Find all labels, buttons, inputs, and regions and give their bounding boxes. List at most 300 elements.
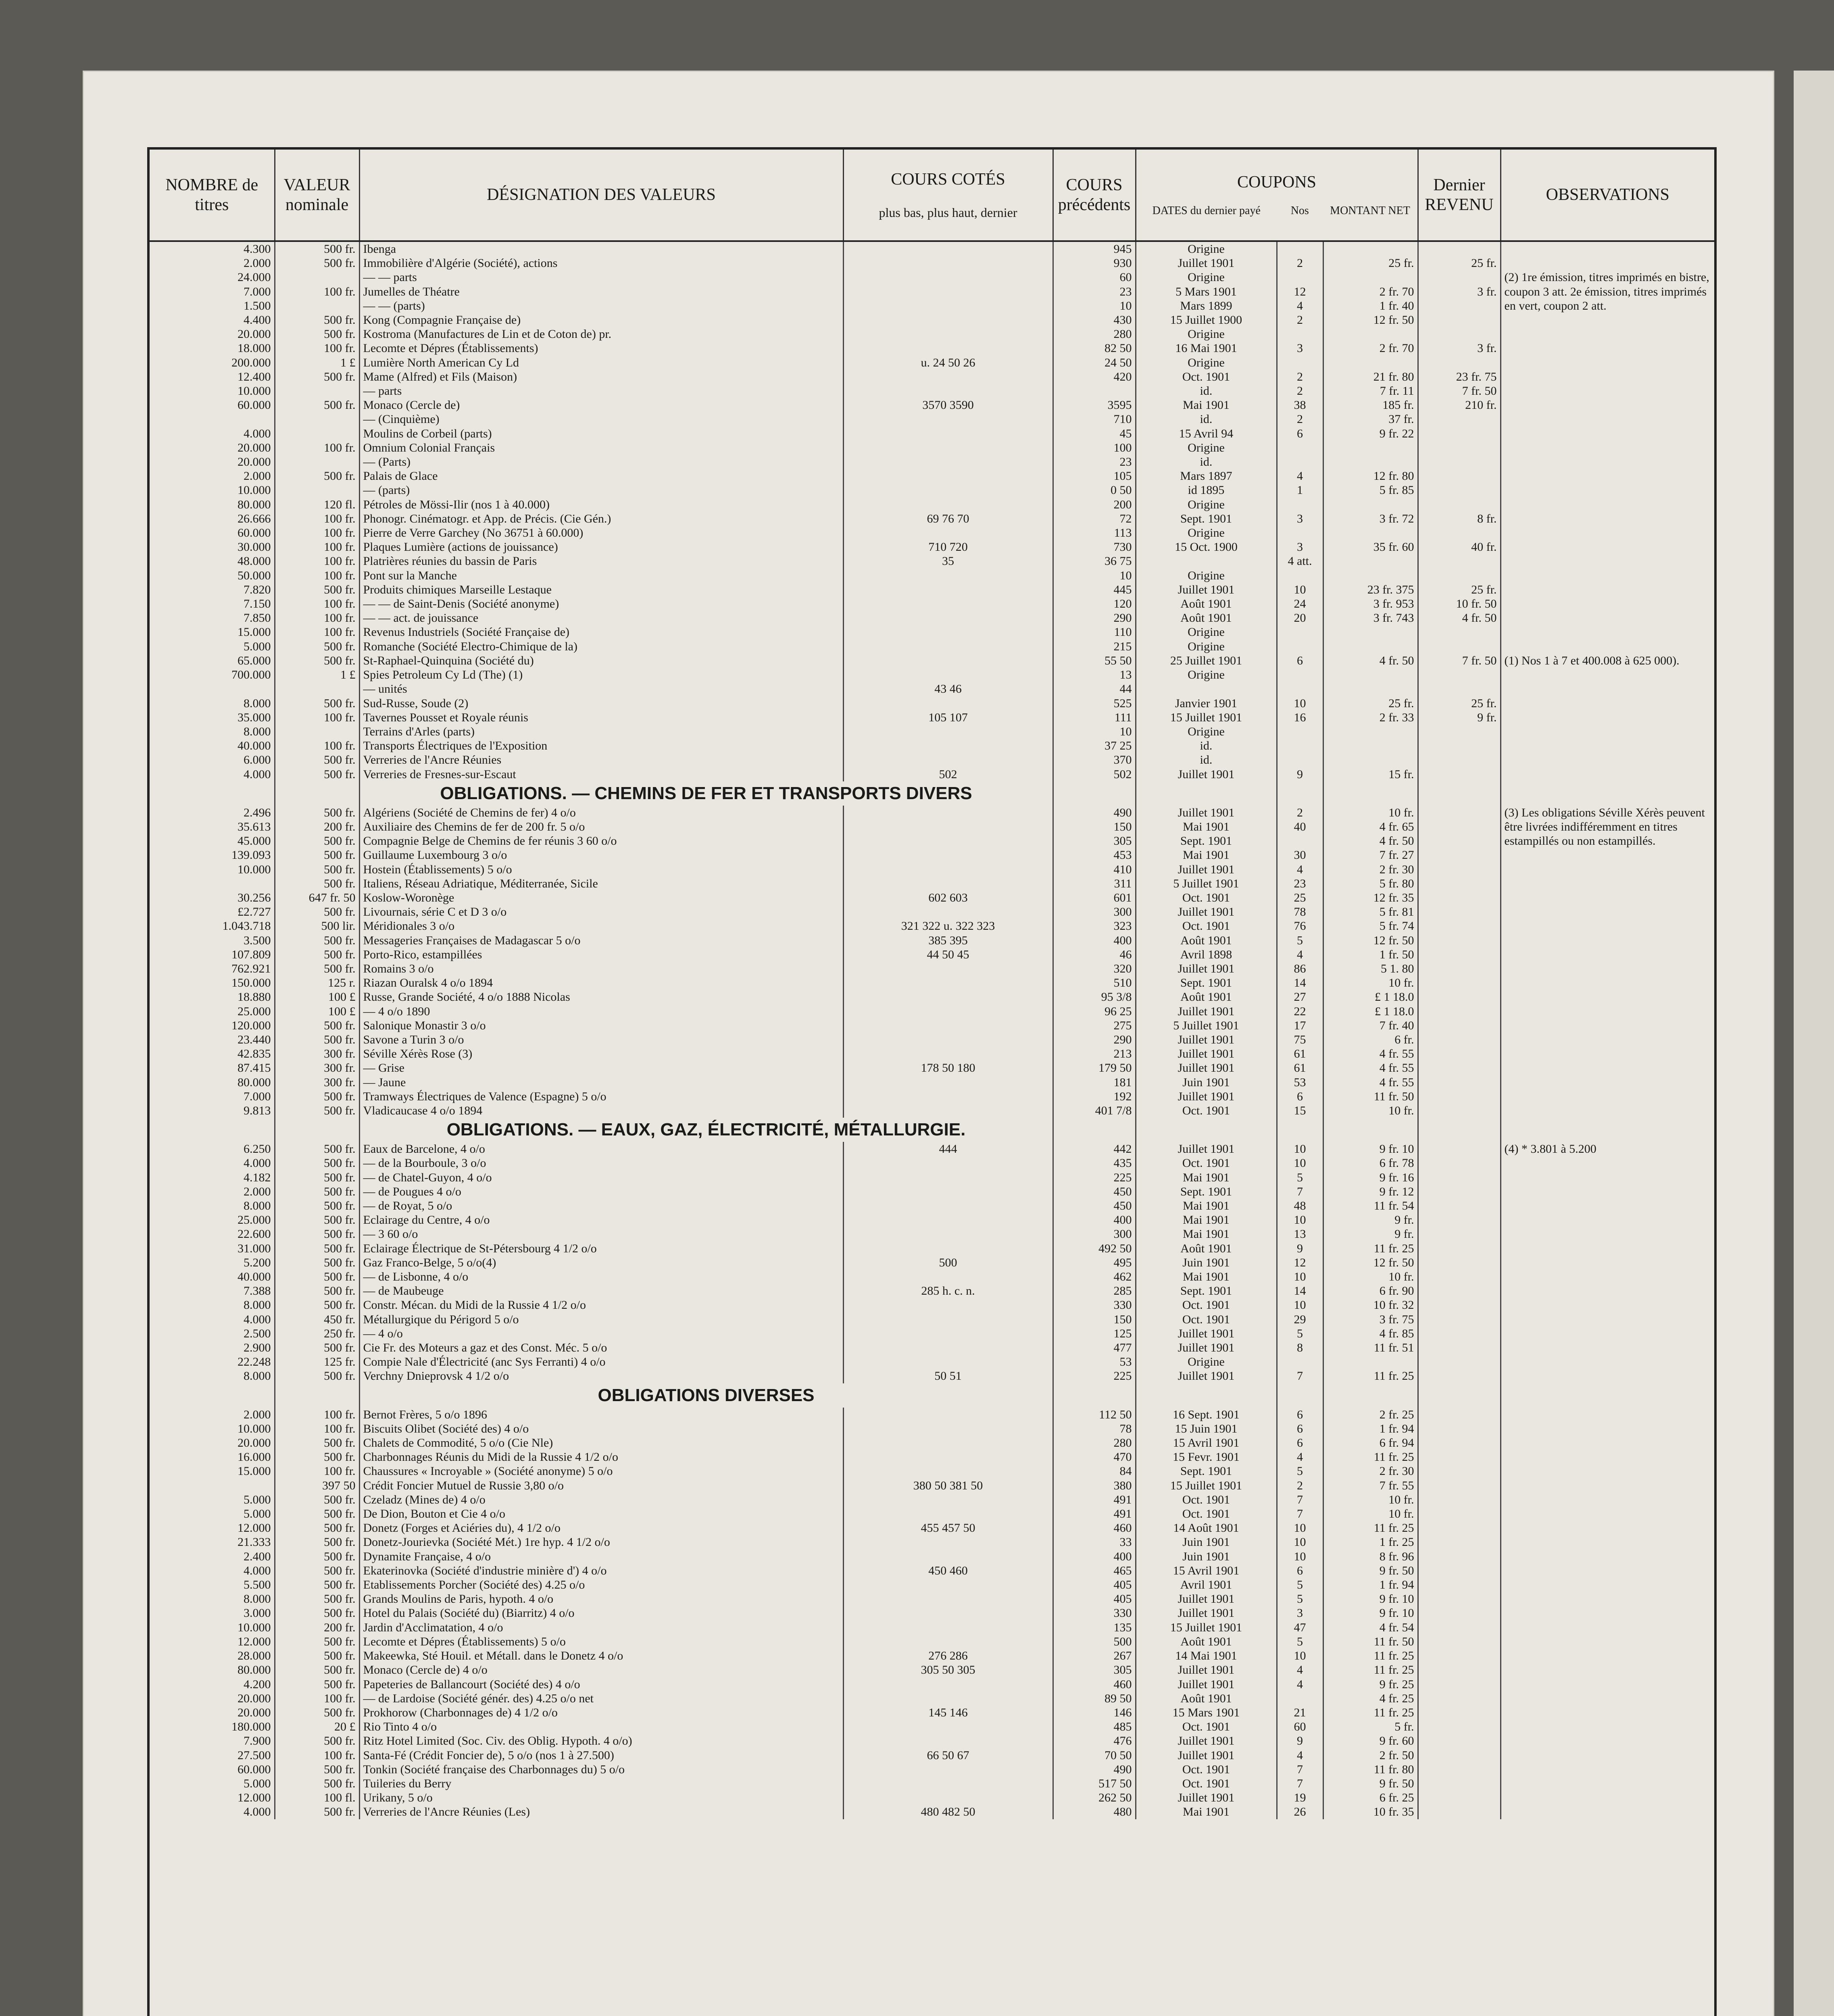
- table-row: [150, 313, 1714, 327]
- observation-cell: [1501, 962, 1714, 976]
- coupon-no: 6: [1277, 1089, 1323, 1104]
- designation: Ekaterinovka (Société d'industrie minière d') 4 o/o: [359, 1564, 843, 1578]
- observation-cell: [1501, 597, 1714, 611]
- observation-cell: [1501, 1284, 1714, 1298]
- designation: Riazan Ouralsk 4 o/o 1894: [359, 976, 843, 990]
- dernier-revenu: [1418, 1464, 1501, 1478]
- cours-precedents: 13: [1053, 668, 1136, 682]
- nombre: 80.000: [150, 498, 275, 512]
- dernier-revenu: [1418, 990, 1501, 1004]
- cours-precedents: 330: [1053, 1606, 1136, 1620]
- coupon-date: Juillet 1901: [1136, 1004, 1277, 1018]
- nombre: 22.600: [150, 1227, 275, 1241]
- table-row: [150, 1256, 1714, 1270]
- designation: Etablissements Porcher (Société des) 4.25 o/o: [359, 1578, 843, 1592]
- coupon-date: Juillet 1901: [1136, 256, 1277, 270]
- nombre: 10.000: [150, 862, 275, 877]
- coupon-montant: 10 fr. 32: [1323, 1298, 1418, 1312]
- dernier-revenu: 4 fr. 50: [1418, 611, 1501, 625]
- designation: Eclairage du Centre, 4 o/o: [359, 1213, 843, 1227]
- cours-precedents: 95 3/8: [1053, 990, 1136, 1004]
- observation-cell: [1501, 1479, 1714, 1493]
- cours-precedents: 305: [1053, 1663, 1136, 1677]
- cours-precedents: 380: [1053, 1479, 1136, 1493]
- valeur: 500 fr.: [275, 639, 359, 654]
- designation: Auxiliaire des Chemins de fer de 200 fr. 5 o/o: [359, 820, 843, 834]
- nombre: 5.000: [150, 639, 275, 654]
- coupon-date: id.: [1136, 412, 1277, 426]
- cours-precedents: 280: [1053, 327, 1136, 341]
- coupon-montant: [1323, 455, 1418, 469]
- designation: Ibenga: [359, 241, 843, 256]
- coupon-montant: [1323, 753, 1418, 767]
- cours-cotes: 444: [843, 1142, 1053, 1156]
- coupon-date: Origine: [1136, 639, 1277, 654]
- coupon-no: 10: [1277, 1535, 1323, 1549]
- dernier-revenu: [1418, 356, 1501, 370]
- header-cours-prec: COURS précédents: [1053, 150, 1136, 241]
- coupon-no: 16: [1277, 710, 1323, 725]
- valeur: 500 fr.: [275, 1592, 359, 1606]
- observation-cell: [1501, 1450, 1714, 1464]
- table-row: [150, 1104, 1714, 1118]
- coupon-no: 40: [1277, 820, 1323, 834]
- dernier-revenu: [1418, 1507, 1501, 1521]
- cours-precedents: 135: [1053, 1620, 1136, 1635]
- cours-precedents: 146: [1053, 1706, 1136, 1720]
- designation: Constr. Mécan. du Midi de la Russie 4 1/2 o/o: [359, 1298, 843, 1312]
- coupon-date: 15 Juin 1901: [1136, 1422, 1277, 1436]
- cours-precedents: 179 50: [1053, 1061, 1136, 1075]
- table-row: [150, 862, 1714, 877]
- dernier-revenu: [1418, 1256, 1501, 1270]
- table-row: [150, 597, 1714, 611]
- observation-cell: [1501, 1663, 1714, 1677]
- observation-cell: [1501, 498, 1714, 512]
- observation-cell: [1501, 1734, 1714, 1748]
- table-row: [150, 384, 1714, 398]
- coupon-no: 5: [1277, 1635, 1323, 1649]
- cours-cotes: u. 24 50 26: [843, 356, 1053, 370]
- designation: Cie Fr. des Moteurs a gaz et des Const. Méc. 5 o/o: [359, 1341, 843, 1355]
- valeur: 500 fr.: [275, 862, 359, 877]
- valeur: 500 fr.: [275, 469, 359, 483]
- coupon-montant: 6 fr. 94: [1323, 1436, 1418, 1450]
- cours-precedents: 460: [1053, 1521, 1136, 1535]
- coupon-date: Origine: [1136, 725, 1277, 739]
- valeur: 647 fr. 50: [275, 891, 359, 905]
- coupon-no: 53: [1277, 1075, 1323, 1089]
- cours-cotes: 3570 3590: [843, 398, 1053, 412]
- designation: Verreries de l'Ancre Réunies (Les): [359, 1805, 843, 1819]
- cours-cotes: 450 460: [843, 1564, 1053, 1578]
- coupon-montant: 12 fr. 50: [1323, 933, 1418, 948]
- coupon-montant: 10 fr.: [1323, 1104, 1418, 1118]
- cours-precedents: 420: [1053, 370, 1136, 384]
- cours-cotes: [843, 1578, 1053, 1592]
- cours-precedents: [1053, 384, 1136, 398]
- dernier-revenu: [1418, 1298, 1501, 1312]
- dernier-revenu: [1418, 862, 1501, 877]
- coupon-date: Juillet 1901: [1136, 1341, 1277, 1355]
- nombre: 2.900: [150, 1341, 275, 1355]
- cours-cotes: [843, 498, 1053, 512]
- coupon-date: Juillet 1901: [1136, 1592, 1277, 1606]
- table-row: [150, 682, 1714, 696]
- table-row: [150, 1156, 1714, 1170]
- coupon-date: Sept. 1901: [1136, 512, 1277, 526]
- cours-precedents: 125: [1053, 1327, 1136, 1341]
- nombre: 5.200: [150, 1256, 275, 1270]
- designation: Hotel du Palais (Société du) (Biarritz) 4 o/o: [359, 1606, 843, 1620]
- valeur: 500 fr.: [275, 948, 359, 962]
- cours-cotes: [843, 877, 1053, 891]
- table-row: [150, 370, 1714, 384]
- dernier-revenu: [1418, 1227, 1501, 1241]
- coupon-date: Juillet 1901: [1136, 1089, 1277, 1104]
- valeur: 500 fr.: [275, 1776, 359, 1791]
- cours-precedents: 435: [1053, 1156, 1136, 1170]
- table-row: [150, 905, 1714, 919]
- valeur: 500 fr.: [275, 241, 359, 256]
- coupon-date: Oct. 1901: [1136, 1156, 1277, 1170]
- section-spacer: [1323, 1383, 1418, 1408]
- header-nombre: NOMBRE de titres: [150, 150, 275, 241]
- coupon-date: Août 1901: [1136, 990, 1277, 1004]
- section-spacer-left: [150, 1383, 275, 1408]
- cours-cotes: [843, 1227, 1053, 1241]
- coupon-montant: 7 fr. 40: [1323, 1018, 1418, 1033]
- nombre: 30.000: [150, 540, 275, 554]
- dernier-revenu: [1418, 1185, 1501, 1199]
- designation: Terrains d'Arles (parts): [359, 725, 843, 739]
- nombre: [150, 877, 275, 891]
- coupon-date: 5 Juillet 1901: [1136, 1018, 1277, 1033]
- cours-precedents: 44: [1053, 682, 1136, 696]
- dernier-revenu: [1418, 1327, 1501, 1341]
- valeur: 500 fr.: [275, 933, 359, 948]
- cours-cotes: [843, 1327, 1053, 1341]
- nombre: 1.500: [150, 299, 275, 313]
- dernier-revenu: [1418, 1355, 1501, 1369]
- valeur: 100 £: [275, 990, 359, 1004]
- observation-cell: [1501, 1464, 1714, 1478]
- valeur: 1 £: [275, 356, 359, 370]
- coupon-date: Oct. 1901: [1136, 370, 1277, 384]
- coupon-montant: [1323, 639, 1418, 654]
- valeur: 100 fr.: [275, 611, 359, 625]
- coupon-montant: 10 fr.: [1323, 976, 1418, 990]
- coupon-no: [1277, 1355, 1323, 1369]
- valeur: 500 fr.: [275, 1507, 359, 1521]
- coupon-no: 6: [1277, 1564, 1323, 1578]
- coupon-montant: 2 fr. 50: [1323, 1748, 1418, 1762]
- coupon-date: Sept. 1901: [1136, 1284, 1277, 1298]
- valeur: 100 fr.: [275, 526, 359, 540]
- coupons-montant: MONTANT NET: [1330, 204, 1410, 217]
- designation: Salonique Monastir 3 o/o: [359, 1018, 843, 1033]
- coupon-montant: 4 fr. 55: [1323, 1075, 1418, 1089]
- cours-cotes: [843, 1734, 1053, 1748]
- section-spacer: [1277, 781, 1323, 806]
- dernier-revenu: 210 fr.: [1418, 398, 1501, 412]
- coupon-no: 2: [1277, 806, 1323, 820]
- coupon-no: 17: [1277, 1018, 1323, 1033]
- designation: Pierre de Verre Garchey (No 36751 à 60.000): [359, 526, 843, 540]
- cours-precedents: 10: [1053, 569, 1136, 583]
- table-row: [150, 1298, 1714, 1312]
- section-heading-row: [150, 781, 1714, 806]
- valeur: 20 £: [275, 1720, 359, 1734]
- valeur: 500 fr.: [275, 806, 359, 820]
- coupon-no: 3: [1277, 540, 1323, 554]
- cours-precedents: 945: [1053, 241, 1136, 256]
- cours-precedents: 300: [1053, 905, 1136, 919]
- dernier-revenu: [1418, 427, 1501, 441]
- designation: — de la Bourboule, 3 o/o: [359, 1156, 843, 1170]
- designation: Romanche (Société Electro-Chimique de la): [359, 639, 843, 654]
- cours-precedents: 0 50: [1053, 483, 1136, 497]
- dernier-revenu: [1418, 241, 1501, 256]
- valeur: 500 fr.: [275, 1142, 359, 1156]
- valeur: 500 fr.: [275, 654, 359, 668]
- observation-cell: [1501, 370, 1714, 384]
- valeur: 500 fr.: [275, 1018, 359, 1033]
- cours-cotes: [843, 1355, 1053, 1369]
- table-row: [150, 1327, 1714, 1341]
- table-row: [150, 739, 1714, 753]
- section-heading-row: [150, 1383, 1714, 1408]
- dernier-revenu: [1418, 1776, 1501, 1791]
- coupon-date: Mai 1901: [1136, 848, 1277, 862]
- dernier-revenu: 3 fr.: [1418, 285, 1501, 299]
- valeur: 500 fr.: [275, 1649, 359, 1663]
- valeur: [275, 682, 359, 696]
- coupon-date: Origine: [1136, 441, 1277, 455]
- cours-cotes: 305 50 305: [843, 1663, 1053, 1677]
- coupon-date: Juillet 1901: [1136, 1327, 1277, 1341]
- observation-cell: [1501, 512, 1714, 526]
- section-spacer: [1053, 781, 1136, 806]
- designation: Eclairage Électrique de St-Pétersbourg 4 1/2 o/o: [359, 1241, 843, 1256]
- coupon-date: Origine: [1136, 1355, 1277, 1369]
- coupon-montant: 2 fr. 33: [1323, 710, 1418, 725]
- coupon-montant: 7 fr. 55: [1323, 1479, 1418, 1493]
- coupon-no: 10: [1277, 1213, 1323, 1227]
- cours-precedents: 370: [1053, 753, 1136, 767]
- dernier-revenu: [1418, 455, 1501, 469]
- coupon-no: 61: [1277, 1047, 1323, 1061]
- observation-cell: [1501, 1075, 1714, 1089]
- section-heading-row: [150, 1118, 1714, 1142]
- cours-cotes: [843, 820, 1053, 834]
- designation: — de Pougues 4 o/o: [359, 1185, 843, 1199]
- cours-cotes: [843, 848, 1053, 862]
- valeur: [275, 299, 359, 313]
- dernier-revenu: 9 fr.: [1418, 710, 1501, 725]
- coupon-no: 6: [1277, 1408, 1323, 1422]
- nombre: 180.000: [150, 1720, 275, 1734]
- valeur: [275, 455, 359, 469]
- coupon-montant: 15 fr.: [1323, 767, 1418, 781]
- observation-cell: [1501, 933, 1714, 948]
- section-spacer-left2: [275, 1383, 359, 1408]
- designation: De Dion, Bouton et Cie 4 o/o: [359, 1507, 843, 1521]
- table-row: [150, 919, 1714, 933]
- table-row: [150, 469, 1714, 483]
- dernier-revenu: [1418, 1104, 1501, 1118]
- observation-cell: (1) Nos 1 à 7 et 400.008 à 625 000).: [1504, 654, 1680, 667]
- observation-cell: [1501, 905, 1714, 919]
- nombre: 150.000: [150, 976, 275, 990]
- designation: — — parts: [359, 270, 843, 284]
- coupon-date: Août 1901: [1136, 933, 1277, 948]
- valeur: 500 fr.: [275, 256, 359, 270]
- designation: Donetz-Jourievka (Société Mét.) 1re hyp. 4 1/2 o/o: [359, 1535, 843, 1549]
- valeur: 100 fr.: [275, 739, 359, 753]
- dernier-revenu: 7 fr. 50: [1418, 654, 1501, 668]
- cours-cotes: [843, 1422, 1053, 1436]
- coupon-date: id.: [1136, 739, 1277, 753]
- cours-precedents: 442: [1053, 1142, 1136, 1156]
- dernier-revenu: [1418, 1791, 1501, 1805]
- nombre: 7.850: [150, 611, 275, 625]
- table-row: [150, 1691, 1714, 1706]
- valeur: 100 fr.: [275, 1748, 359, 1762]
- nombre: 35.000: [150, 710, 275, 725]
- nombre: 12.000: [150, 1521, 275, 1535]
- coupon-montant: 7 fr. 11: [1323, 384, 1418, 398]
- coupon-montant: 4 fr. 85: [1323, 1327, 1418, 1341]
- designation: Moulins de Corbeil (parts): [359, 427, 843, 441]
- valeur: 300 fr.: [275, 1047, 359, 1061]
- coupon-no: 30: [1277, 848, 1323, 862]
- designation: Ritz Hotel Limited (Soc. Civ. des Oblig. Hypoth. 4 o/o): [359, 1734, 843, 1748]
- observation-cell: [1501, 1061, 1714, 1075]
- cours-cotes: 145 146: [843, 1706, 1053, 1720]
- coupon-date: Mars 1897: [1136, 469, 1277, 483]
- coupon-no: 7: [1277, 1762, 1323, 1776]
- cours-cotes-sub: plus bas, plus haut, dernier: [879, 205, 1017, 220]
- designation: Crédit Foncier Mutuel de Russie 3,80 o/o: [359, 1479, 843, 1493]
- valeur: 500 fr.: [275, 327, 359, 341]
- valeur: 500 fr.: [275, 1104, 359, 1118]
- observation-cell: [1501, 412, 1714, 426]
- designation: Papeteries de Ballancourt (Société des) 4 o/o: [359, 1677, 843, 1691]
- valeur: 500 fr.: [275, 1436, 359, 1450]
- cours-cotes: [843, 1691, 1053, 1706]
- cours-precedents: 53: [1053, 1355, 1136, 1369]
- cours-precedents: 23: [1053, 455, 1136, 469]
- dernier-revenu: [1418, 469, 1501, 483]
- cours-cotes: [843, 341, 1053, 355]
- observation-cell: [1501, 1436, 1714, 1450]
- cours-precedents: 290: [1053, 611, 1136, 625]
- cours-cotes: [843, 696, 1053, 710]
- cours-cotes: [843, 1507, 1053, 1521]
- valeur: 500 fr.: [275, 1805, 359, 1819]
- table-row: [150, 299, 1714, 313]
- observation-cell: [1501, 1549, 1714, 1564]
- nombre: 20.000: [150, 327, 275, 341]
- valeur: 500 fr.: [275, 1256, 359, 1270]
- designation: — 4 o/o: [359, 1327, 843, 1341]
- coupon-montant: 9 fr. 12: [1323, 1185, 1418, 1199]
- header-cours-cotes: [843, 150, 1053, 241]
- nombre: 16.000: [150, 1450, 275, 1464]
- table-row: [150, 1355, 1714, 1369]
- coupon-no: 86: [1277, 962, 1323, 976]
- cours-precedents: 290: [1053, 1033, 1136, 1047]
- table-row: [150, 1493, 1714, 1507]
- coupon-no: [1277, 498, 1323, 512]
- cours-cotes: [843, 1047, 1053, 1061]
- cours-precedents: 330: [1053, 1298, 1136, 1312]
- designation: Lecomte et Dépres (Établissements): [359, 341, 843, 355]
- dernier-revenu: [1418, 1677, 1501, 1691]
- designation: Santa-Fé (Crédit Foncier de), 5 o/o (nos 1 à 27.500): [359, 1748, 843, 1762]
- cours-precedents: 72: [1053, 512, 1136, 526]
- cours-cotes: [843, 1170, 1053, 1185]
- cours-cotes: [843, 1241, 1053, 1256]
- coupon-no: 12: [1277, 1256, 1323, 1270]
- dernier-revenu: [1418, 1720, 1501, 1734]
- dernier-revenu: 3 fr.: [1418, 341, 1501, 355]
- dernier-revenu: [1418, 877, 1501, 891]
- valeur: 100 fr.: [275, 441, 359, 455]
- valeur: 100 fr.: [275, 625, 359, 639]
- table-row: [150, 1479, 1714, 1493]
- coupon-montant: 9 fr. 50: [1323, 1776, 1418, 1791]
- coupon-no: 4: [1277, 1663, 1323, 1677]
- dernier-revenu: [1418, 1578, 1501, 1592]
- designation: Séville Xérès Rose (3): [359, 1047, 843, 1061]
- coupon-no: 14: [1277, 976, 1323, 990]
- dernier-revenu: [1418, 1706, 1501, 1720]
- coupon-date: Origine: [1136, 327, 1277, 341]
- coupon-montant: 7 fr. 27: [1323, 848, 1418, 862]
- cours-cotes: [843, 256, 1053, 270]
- cours-cotes: [843, 990, 1053, 1004]
- coupon-montant: 8 fr. 96: [1323, 1549, 1418, 1564]
- cours-cotes: 455 457 50: [843, 1521, 1053, 1535]
- table-row: [150, 1170, 1714, 1185]
- coupon-montant: 2 fr. 70: [1323, 285, 1418, 299]
- nombre: [150, 682, 275, 696]
- cours-precedents: 450: [1053, 1199, 1136, 1213]
- observation-cell: [1501, 1564, 1714, 1578]
- valeur: 100 fr.: [275, 341, 359, 355]
- designation: Sud-Russe, Soude (2): [359, 696, 843, 710]
- nombre: 60.000: [150, 398, 275, 412]
- designation: Livournais, série C et D 3 o/o: [359, 905, 843, 919]
- coupon-date: Juillet 1901: [1136, 1748, 1277, 1762]
- coupon-date: Janvier 1901: [1136, 696, 1277, 710]
- cours-cotes: [843, 1620, 1053, 1635]
- dernier-revenu: 23 fr. 75: [1418, 370, 1501, 384]
- valeur: 500 fr.: [275, 1493, 359, 1507]
- cours-cotes: [843, 1464, 1053, 1478]
- coupon-date: Origine: [1136, 498, 1277, 512]
- table-row: [150, 1341, 1714, 1355]
- table-row: [150, 1791, 1714, 1805]
- cours-precedents: 502: [1053, 767, 1136, 781]
- coupon-date: Oct. 1901: [1136, 1298, 1277, 1312]
- coupon-montant: 9 fr.: [1323, 1227, 1418, 1241]
- coupon-date: Origine: [1136, 526, 1277, 540]
- table-row: [150, 483, 1714, 497]
- coupon-date: Juin 1901: [1136, 1535, 1277, 1549]
